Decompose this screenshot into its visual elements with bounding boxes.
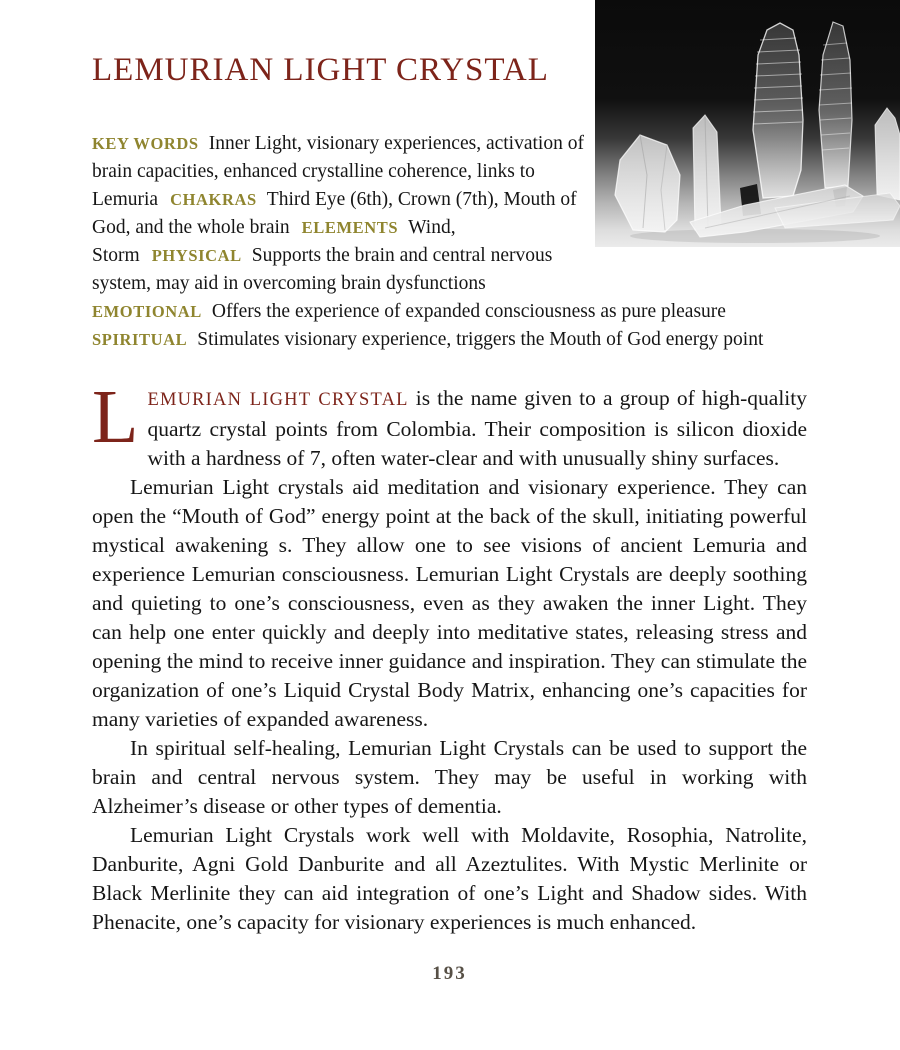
keyword-label-key-words: KEY WORDS (92, 134, 199, 153)
crystal-photo-art (595, 0, 900, 247)
keyword-text: Offers the experience of expanded consciousness as pure pleasure (211, 301, 726, 322)
keyword-text: Wind, Storm (92, 217, 456, 266)
paragraph-opening-text: is the name given to a group of high-quality quartz crystal points from Colombia. Their composition is silicon dioxide with a hardness of 7, often water-clear and with unusually shiny surfaces. (147, 386, 807, 470)
keyword-text: Third Eye (6th), Crown (7th), Mouth of God, and the whole brain (92, 189, 577, 238)
keyword-segment-emotional (92, 298, 807, 326)
paragraph-opening (92, 375, 807, 473)
paragraph: In spiritual self-healing, Lemurian Light Crystals can be used to support the brain and central nervous system. They may be useful in working with Alzheimer’s disease or other types of dementia. (92, 736, 807, 818)
keyword-label-spiritual: SPIRITUAL (92, 330, 188, 349)
page-number: 193 (432, 963, 467, 984)
keyword-label-physical: PHYSICAL (151, 246, 242, 265)
keyword-text: Supports the brain and central nervous system, may aid in overcoming brain dysfunctions (92, 245, 553, 294)
keyword-segment (92, 245, 552, 294)
keyword-text: Inner Light, visionary experiences, activation of brain capacities, enhanced crystalline coherence, links to Lemuria (92, 133, 584, 210)
keyword-label-emotional: EMOTIONAL (92, 302, 202, 321)
paragraph: Lemurian Light Crystals work well with Moldavite, Rosophia, Natrolite, Danburite, Agni Gold Danburite and all Azeztulites. With Mystic Merlinite or Black Merlinite they can aid integration of one’s Light and Shadow sides. With Phenacite, one’s capacity for visionary experiences is much enhanced. (92, 823, 807, 934)
page-title: LEMURIAN LIGHT CRYSTAL (92, 52, 549, 88)
keyword-label-elements: ELEMENTS (301, 218, 399, 237)
crystal-photo (595, 0, 900, 247)
drop-cap: L (92, 375, 139, 459)
body-text (92, 375, 807, 937)
lead-in-small-caps: EMURIAN LIGHT CRYSTAL (147, 390, 409, 410)
keyword-label-chakras: CHAKRAS (170, 190, 257, 209)
keyword-text: Stimulates visionary experience, triggers the Mouth of God energy point (197, 329, 764, 350)
keyword-segment-spiritual (92, 326, 807, 354)
paragraph: Lemurian Light crystals aid meditation and visionary experience. They can open the “Mouth of God” energy point at the back of the skull, initiating powerful mystical awakening s. They allow one to see visions of ancient Lemuria and experience Lemurian consciousness. Lemurian Light Crystals are deeply soothing and quieting to one’s consciousness, even as they awaken the inner Light. They can help one enter quickly and deeply into meditative states, releasing stress and opening the mind to receive inner guidance and inspiration. They can stimulate the organization of one’s Liquid Crystal Body Matrix, enhancing one’s capacities for many varieties of expanded awareness. (92, 475, 807, 731)
